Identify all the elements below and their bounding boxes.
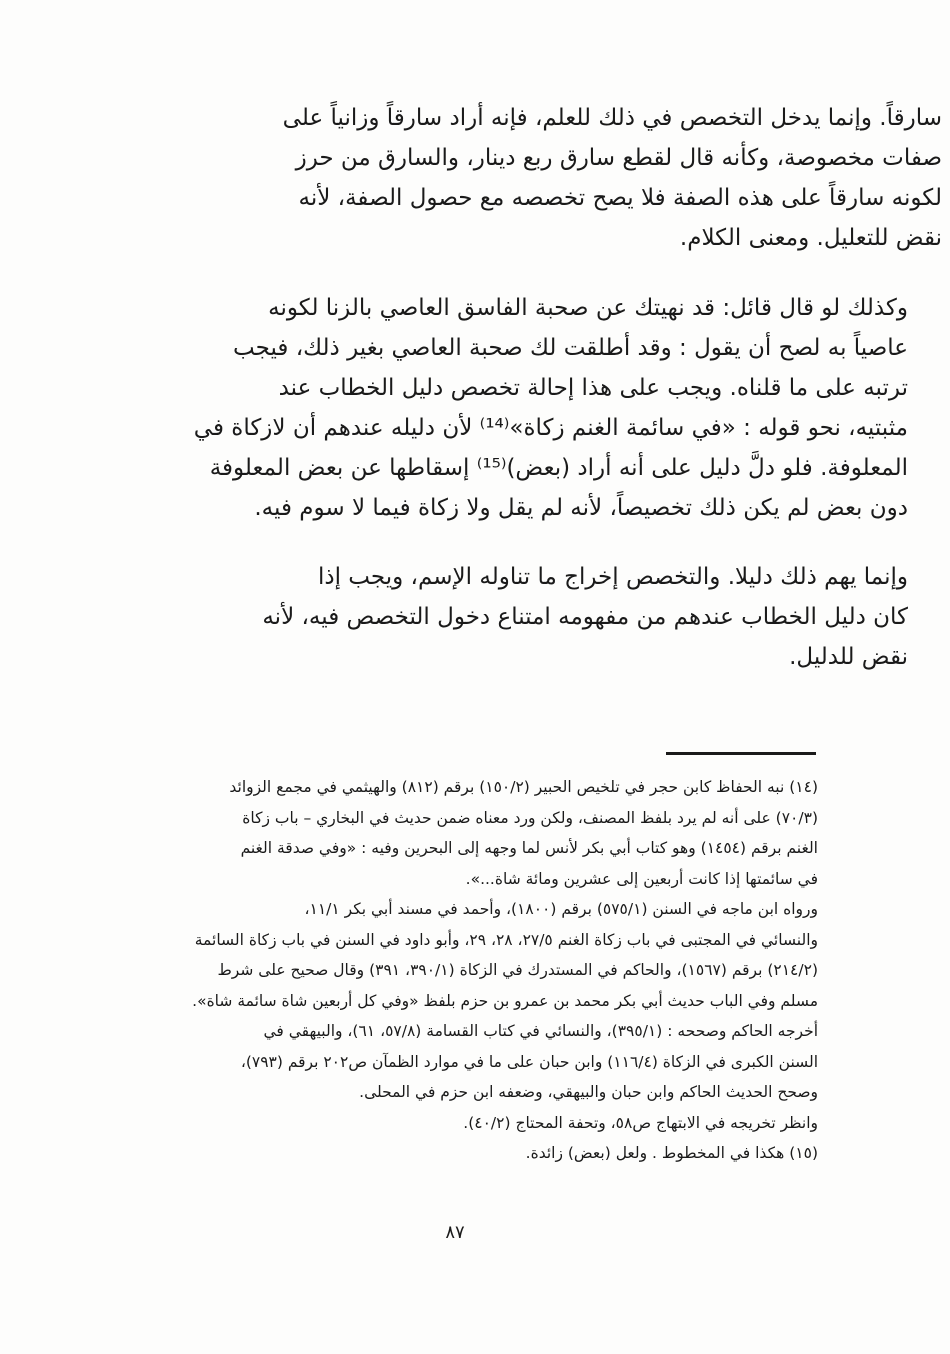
page-number: ٨٧ <box>445 1222 465 1243</box>
footnote-line: السنن الكبرى في الزكاة (١١٦/٤) وابن حبان على ما في موارد الظمآن ص٢٠٢ برقم (٧٩٣)، <box>240 1052 818 1071</box>
text-line: ترتبه على ما قلناه. ويجب على هذا إحالة تخصص دليل الخطاب عند <box>278 375 908 401</box>
text-line: وإنما يهم ذلك دليلا. والتخصص إخراج ما تناوله الإسم، ويجب إذا <box>317 564 908 590</box>
footnote-line: (٧٠/٣) على أنه لم يرد بلفظ المصنف، ولكن ورد معناه ضمن حديث في البخاري – باب زكاة <box>242 808 818 827</box>
text-line: صفات مخصوصة، وكأنه قال لقطع سارق ربع دينار، والسارق من حرز <box>295 145 942 171</box>
paragraph-2 <box>193 288 942 528</box>
footnote-line: والنسائي في المجتبى في باب زكاة الغنم ٢٧/٥، ٢٨، ٢٩، وأبو داود في السنن في باب زكاة السائمة <box>194 930 818 949</box>
text-line: سارقاً. وإنما يدخل التخصص في ذلك للعلم، فإنه أراد سارقاً وزانياً على <box>282 105 942 131</box>
footnote-line: (٢١٤/٢) برقم (١٥٦٧)، والحاكم في المستدرك في الزكاة (٣٩٠/١، ٣٩١) وقال صحيح على شرط <box>217 961 818 979</box>
text-line: دون بعض لم يكن ذلك تخصيصاً، لأنه لم يقل ولا زكاة فيما لا سوم فيه. <box>254 495 908 521</box>
footnote-line: الغنم برقم (١٤٥٤) وهو كتاب أبي بكر لأنس لما وجهه إلى البحرين وفيه : «وفي صدقة الغنم <box>240 839 818 857</box>
paragraph-3 <box>236 557 942 677</box>
footnote-line: ورواه ابن ماجه في السنن (٥٧٥/١) برقم (١٨٠٠)، وأحمد في مسند أبي بكر ١١/١، <box>304 900 818 918</box>
text-line: لكونه سارقاً على هذه الصفة فلا يصح تخصصه مع حصول الصفة، لأنه <box>298 185 942 211</box>
footnote-line: مسلم وفي الباب حديث أبي بكر محمد بن عمرو بن حزم بلفظ «وفي كل أربعين شاة سائمة شاة». <box>192 991 818 1010</box>
text-line: المعلوفة. فلو دلَّ دليل على أنه أراد (بعض)⁽¹⁵⁾ إسقاطها عن بعض المعلوفة <box>209 455 908 481</box>
paragraph-1 <box>236 98 942 258</box>
footnote-line: أخرجه الحاكم وصححه : (٣٩٥/١)، والنسائي في كتاب القسامة (٥٧/٨، ٦١)، والبيهقي في <box>263 1022 818 1040</box>
footnote-separator <box>666 752 816 755</box>
footnotes-section <box>102 772 818 1169</box>
text-line: مثبتيه، نحو قوله : «في سائمة الغنم زكاة»⁽¹⁴⁾ لأن دليله عندهم أن لازكاة في <box>193 415 908 441</box>
footnote-line: في سائمتها إذا كانت أربعين إلى عشرين ومائة شاة...». <box>465 869 818 888</box>
footnote-line: (١٤) نبه الحفاظ كابن حجر في تلخيص الحبير (١٥٠/٢) برقم (٨١٢) والهيثمي في مجمع الزوائد <box>229 778 818 796</box>
text-line: نقض للدليل. <box>789 644 908 670</box>
text-line: كان دليل الخطاب عندهم من مفهومه امتناع دخول التخصص فيه، لأنه <box>262 604 908 630</box>
text-line: وكذلك لو قال قائل: قد نهيتك عن صحبة الفاسق العاصي بالزنا لكونه <box>268 295 908 321</box>
text-line: نقض للتعليل. ومعنى الكلام. <box>679 225 942 251</box>
text-line: عاصياً به لصح أن يقول : وقد أطلقت لك صحبة العاصي بغير ذلك، فيجب <box>233 335 908 361</box>
footnote-line: وانظر تخريجه في الابتهاج ص٥٨، وتحفة المحتاج (٤٠/٢). <box>463 1113 818 1132</box>
footnote-line: وصحح الحديث الحاكم وابن حبان والبيهقي، وضعفه ابن حزم في المحلى. <box>359 1083 818 1101</box>
footnote-line: (١٥) هكذا في المخطوط . ولعل (بعض) زائدة. <box>525 1144 818 1162</box>
